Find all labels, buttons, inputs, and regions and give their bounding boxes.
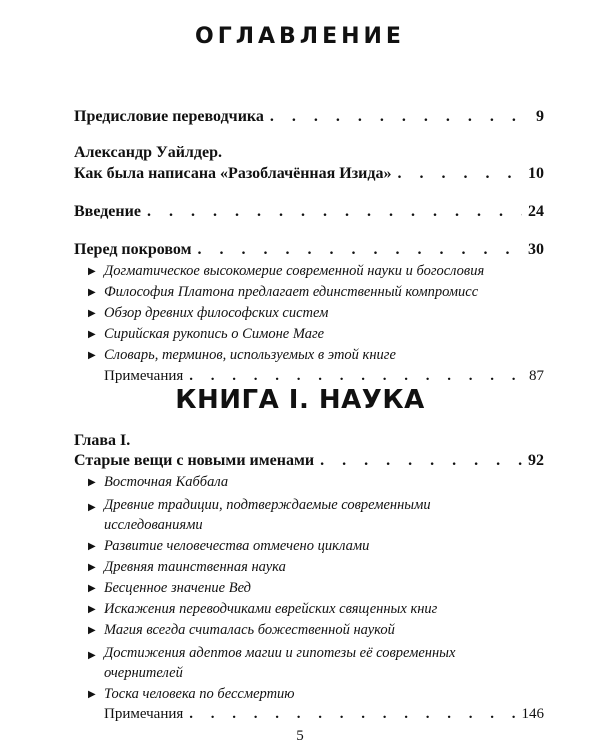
triangle-right-icon: ▶ xyxy=(88,604,96,615)
toc-subitem[interactable]: ▶ Достижения адептов магии и гипотезы её современных очернителей xyxy=(88,645,456,681)
toc-subitem[interactable]: ▶ Магия всегда считалась божественной наукой xyxy=(88,622,395,638)
toc-entry-author: Александр Уайлдер. xyxy=(74,144,222,161)
book-title: КНИГА I. НАУКА xyxy=(175,385,425,415)
triangle-right-icon: ▶ xyxy=(88,350,96,361)
toc-subitem[interactable]: ▶ Сирийская рукопись о Симоне Маге xyxy=(88,326,325,342)
dot-leader xyxy=(198,241,523,259)
toc-page-number: 146 xyxy=(521,706,544,722)
triangle-right-icon: ▶ xyxy=(88,625,96,636)
toc-entry-label: Как была написана «Разоблачённая Изида» xyxy=(74,165,392,182)
triangle-right-icon: ▶ xyxy=(88,308,96,319)
toc-page-number: 92 xyxy=(528,452,544,469)
chapter-number: Глава I. xyxy=(74,432,131,449)
page-title: ОГЛАВЛЕНИЕ xyxy=(195,24,405,49)
toc-entry-notes[interactable] xyxy=(104,706,544,723)
toc-entry-label: Примечания xyxy=(104,368,184,384)
toc-subitem[interactable]: ▶ Древние традиции, подтверждаемые современными исследованиями xyxy=(88,497,431,533)
dot-leader xyxy=(398,165,523,183)
triangle-right-icon: ▶ xyxy=(88,541,96,552)
triangle-right-icon: ▶ xyxy=(88,689,96,700)
toc-subitem[interactable]: ▶ Догматическое высокомерие современной науки и богословия xyxy=(88,263,485,279)
toc-subitem[interactable]: ▶ Тоска человека по бессмертию xyxy=(88,686,295,702)
toc-entry-label: Введение xyxy=(74,203,141,220)
toc-subitem[interactable]: ▶ Искажения переводчиками еврейских священных книг xyxy=(88,601,438,617)
triangle-right-icon: ▶ xyxy=(88,477,96,488)
toc-subitem[interactable]: ▶ Словарь, терминов, используемых в этой книге xyxy=(88,347,396,363)
toc-subitem[interactable]: ▶ Обзор древних философских систем xyxy=(88,305,329,321)
toc-entry-chapter-1[interactable] xyxy=(74,452,544,470)
toc-page-number: 10 xyxy=(528,165,544,182)
triangle-right-icon: ▶ xyxy=(88,583,96,594)
toc-page-number: 30 xyxy=(528,241,544,258)
toc-page-number: 87 xyxy=(529,368,544,384)
toc-entry-wilder[interactable] xyxy=(74,165,544,183)
toc-entry-label: Предисловие переводчика xyxy=(74,108,264,125)
triangle-right-icon: ▶ xyxy=(88,287,96,298)
triangle-right-icon: ▶ xyxy=(88,266,96,277)
toc-entry-label: Перед покровом xyxy=(74,241,192,258)
triangle-right-icon: ▶ xyxy=(88,650,96,661)
dot-leader xyxy=(147,203,522,221)
toc-page-number: 24 xyxy=(528,203,544,220)
toc-entry-label: Старые вещи с новыми именами xyxy=(74,452,315,469)
toc-entry-before-veil[interactable] xyxy=(74,241,544,259)
toc-entry-label: Примечания xyxy=(104,706,184,722)
toc-entry-preface[interactable] xyxy=(74,108,544,126)
triangle-right-icon: ▶ xyxy=(88,329,96,340)
toc-entry-notes[interactable] xyxy=(104,368,544,385)
triangle-right-icon: ▶ xyxy=(88,562,96,573)
toc-subitem[interactable]: ▶ Бесценное значение Вед xyxy=(88,580,252,596)
toc-subitem[interactable]: ▶ Философия Платона предлагает единственный компромисс xyxy=(88,284,479,300)
dot-leader xyxy=(270,108,530,126)
toc-subitem[interactable]: ▶ Древняя таинственная наука xyxy=(88,559,286,575)
dot-leader xyxy=(189,706,515,723)
page-number: 5 xyxy=(296,728,304,744)
toc-subitem[interactable]: ▶ Восточная Каббала xyxy=(88,474,229,490)
dot-leader xyxy=(189,368,523,385)
triangle-right-icon: ▶ xyxy=(88,502,96,513)
toc-page-number: 9 xyxy=(536,108,544,125)
toc-entry-introduction[interactable] xyxy=(74,203,544,221)
toc-subitem[interactable]: ▶ Развитие человечества отмечено циклами xyxy=(88,538,370,554)
dot-leader xyxy=(320,452,522,470)
